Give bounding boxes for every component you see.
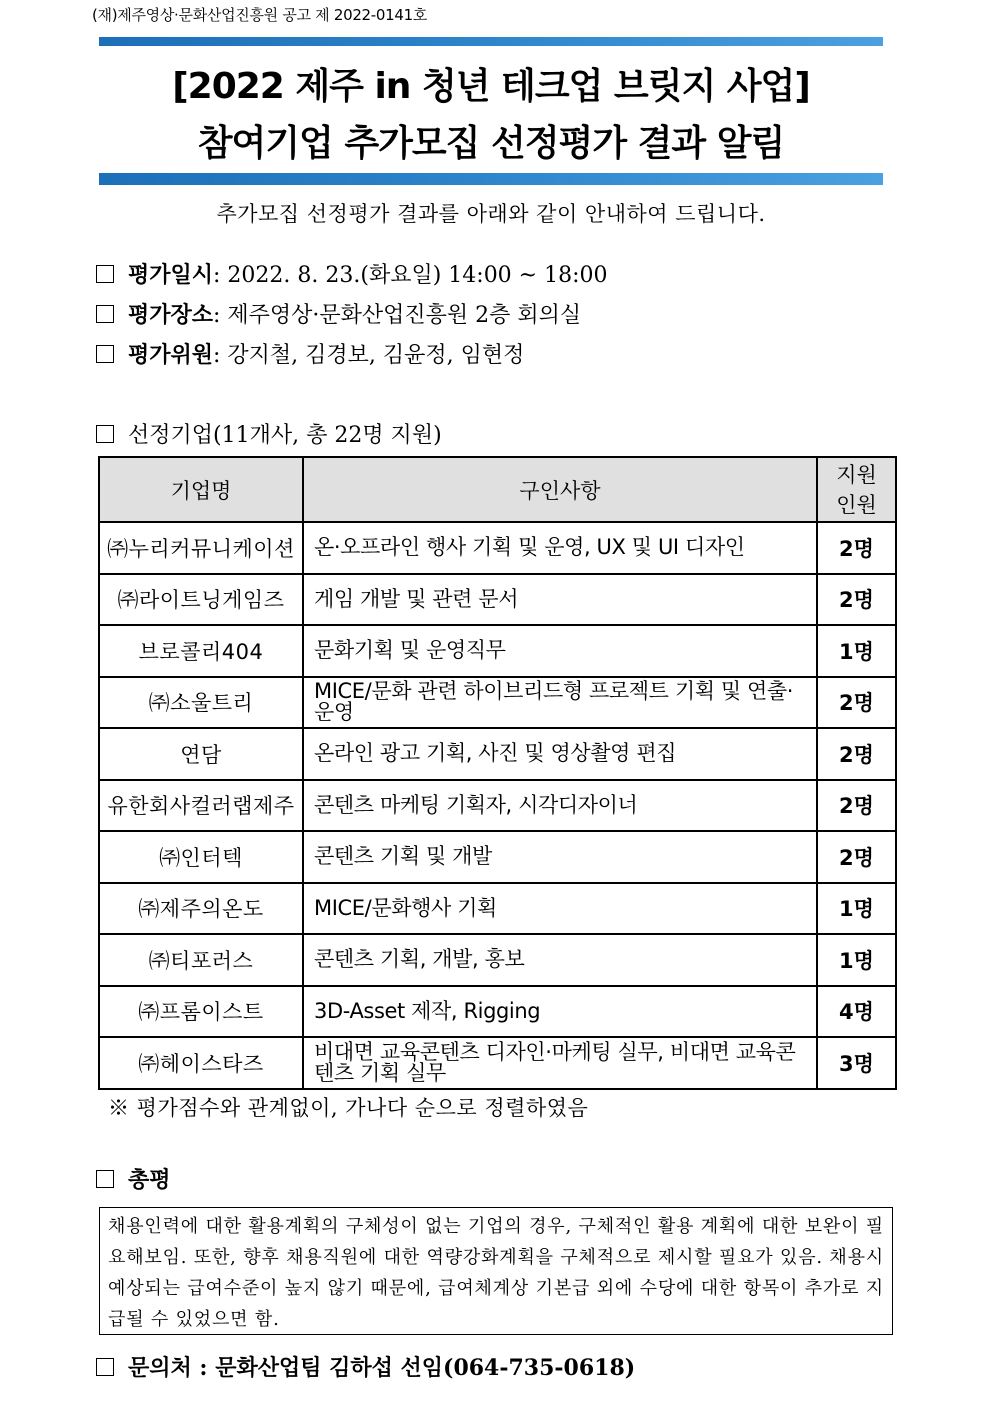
count-cell: 2명	[817, 677, 896, 729]
detail-value: : 제주영상·문화산업진흥원 2층 회의실	[213, 303, 582, 328]
page-title-line1: [2022 제주 in 청년 테크업 브릿지 사업]	[172, 66, 810, 107]
job-cell: MICE/문화행사 기획	[303, 883, 817, 935]
table-row	[99, 780, 896, 832]
count-cell: 4명	[817, 986, 896, 1038]
selection-table	[98, 456, 897, 1090]
company-cell: 연담	[99, 728, 303, 780]
header-count-line2: 인원	[836, 492, 877, 517]
table-row	[99, 728, 896, 780]
count-cell: 1명	[817, 883, 896, 935]
detail-eval-date	[96, 258, 608, 289]
checkbox-icon	[96, 425, 114, 443]
company-cell: 유한회사컬러랩제주	[99, 780, 303, 832]
header-count	[817, 457, 896, 522]
company-cell: ㈜라이트닝게임즈	[99, 574, 303, 626]
detail-value: : 2022. 8. 23.(화요일) 14:00 ~ 18:00	[213, 263, 608, 288]
job-cell: 게임 개발 및 관련 문서	[303, 574, 817, 626]
company-cell: ㈜제주의온도	[99, 883, 303, 935]
count-cell: 2명	[817, 522, 896, 574]
job-cell: 온라인 광고 기획, 사진 및 영상촬영 편집	[303, 728, 817, 780]
detail-label: 평가장소	[128, 302, 214, 328]
detail-eval-committee	[96, 338, 524, 369]
header-company: 기업명	[99, 457, 303, 522]
selection-heading-text: 선정기업(11개사, 총 22명 지원)	[128, 423, 442, 448]
detail-eval-place	[96, 298, 581, 329]
detail-label: 평가일시	[128, 262, 214, 288]
summary-box: 채용인력에 대한 활용계획의 구체성이 없는 기업의 경우, 구체적인 활용 계획에 대한 보완이 필요해보임. 또한, 향후 채용직원에 대한 역량강화계획을 구체적으로 제시할 필요가 있음. 채용시 예상되는 급여수준이 높지 않기 때문에, 급여체계상 기본급 외에 수당에 대한 항목이 추가로 지급될 수 있었으면 함.	[99, 1207, 893, 1335]
table-row	[99, 625, 896, 677]
contact-text: 문의처 : 문화산업팀 김하섭 선임(064-735-0618)	[128, 1355, 636, 1381]
job-cell: 온·오프라인 행사 기획 및 운영, UX 및 UI 디자인	[303, 522, 817, 574]
job-cell: MICE/문화 관련 하이브리드형 프로젝트 기획 및 연출·운영	[303, 677, 817, 729]
company-cell: ㈜프롬이스트	[99, 986, 303, 1038]
checkbox-icon	[96, 345, 114, 363]
table-header-row	[99, 457, 896, 522]
company-cell: ㈜소울트리	[99, 677, 303, 729]
intro-text: 추가모집 선정평가 결과를 아래와 같이 안내하여 드립니다.	[216, 202, 766, 226]
checkbox-icon	[96, 305, 114, 323]
summary-heading	[96, 1163, 171, 1194]
checkbox-icon	[96, 265, 114, 283]
company-cell: ㈜헤이스타즈	[99, 1037, 303, 1089]
company-cell: ㈜누리커뮤니케이션	[99, 522, 303, 574]
summary-heading-text: 총평	[128, 1167, 171, 1193]
count-cell: 2명	[817, 780, 896, 832]
count-cell: 2명	[817, 728, 896, 780]
table-row	[99, 934, 896, 986]
job-cell: 콘텐츠 기획, 개발, 홍보	[303, 934, 817, 986]
checkbox-icon	[96, 1358, 114, 1376]
table-row	[99, 574, 896, 626]
title-top-bar	[99, 37, 883, 46]
table-row	[99, 986, 896, 1038]
count-cell: 1명	[817, 934, 896, 986]
company-cell: ㈜인터텍	[99, 831, 303, 883]
table-row	[99, 883, 896, 935]
selection-heading	[96, 418, 442, 449]
count-cell: 1명	[817, 625, 896, 677]
title-bottom-bar	[99, 173, 883, 185]
page-title-line2: 참여기업 추가모집 선정평가 결과 알림	[197, 123, 785, 164]
count-cell: 2명	[817, 574, 896, 626]
notice-number: (재)제주영상·문화산업진흥원 공고 제 2022-0141호	[92, 6, 428, 24]
job-cell: 3D-Asset 제작, Rigging	[303, 986, 817, 1038]
header-count-line1: 지원	[836, 462, 877, 487]
detail-value: : 강지철, 김경보, 김윤정, 임현정	[213, 343, 525, 368]
contact-line	[96, 1351, 635, 1382]
company-cell: 브로콜리404	[99, 625, 303, 677]
job-cell: 콘텐츠 마케팅 기획자, 시각디자이너	[303, 780, 817, 832]
table-row	[99, 1037, 896, 1089]
checkbox-icon	[96, 1170, 114, 1188]
count-cell: 3명	[817, 1037, 896, 1089]
job-cell: 비대면 교육콘텐츠 디자인·마케팅 실무, 비대면 교육콘텐츠 기획 실무	[303, 1037, 817, 1089]
job-cell: 문화기획 및 운영직무	[303, 625, 817, 677]
count-cell: 2명	[817, 831, 896, 883]
job-cell: 콘텐츠 기획 및 개발	[303, 831, 817, 883]
table-row	[99, 522, 896, 574]
header-job: 구인사항	[303, 457, 817, 522]
table-row	[99, 677, 896, 729]
table-row	[99, 831, 896, 883]
sort-note: ※ 평가점수와 관계없이, 가나다 순으로 정렬하였음	[108, 1096, 589, 1120]
detail-label: 평가위원	[128, 342, 214, 368]
company-cell: ㈜티포러스	[99, 934, 303, 986]
